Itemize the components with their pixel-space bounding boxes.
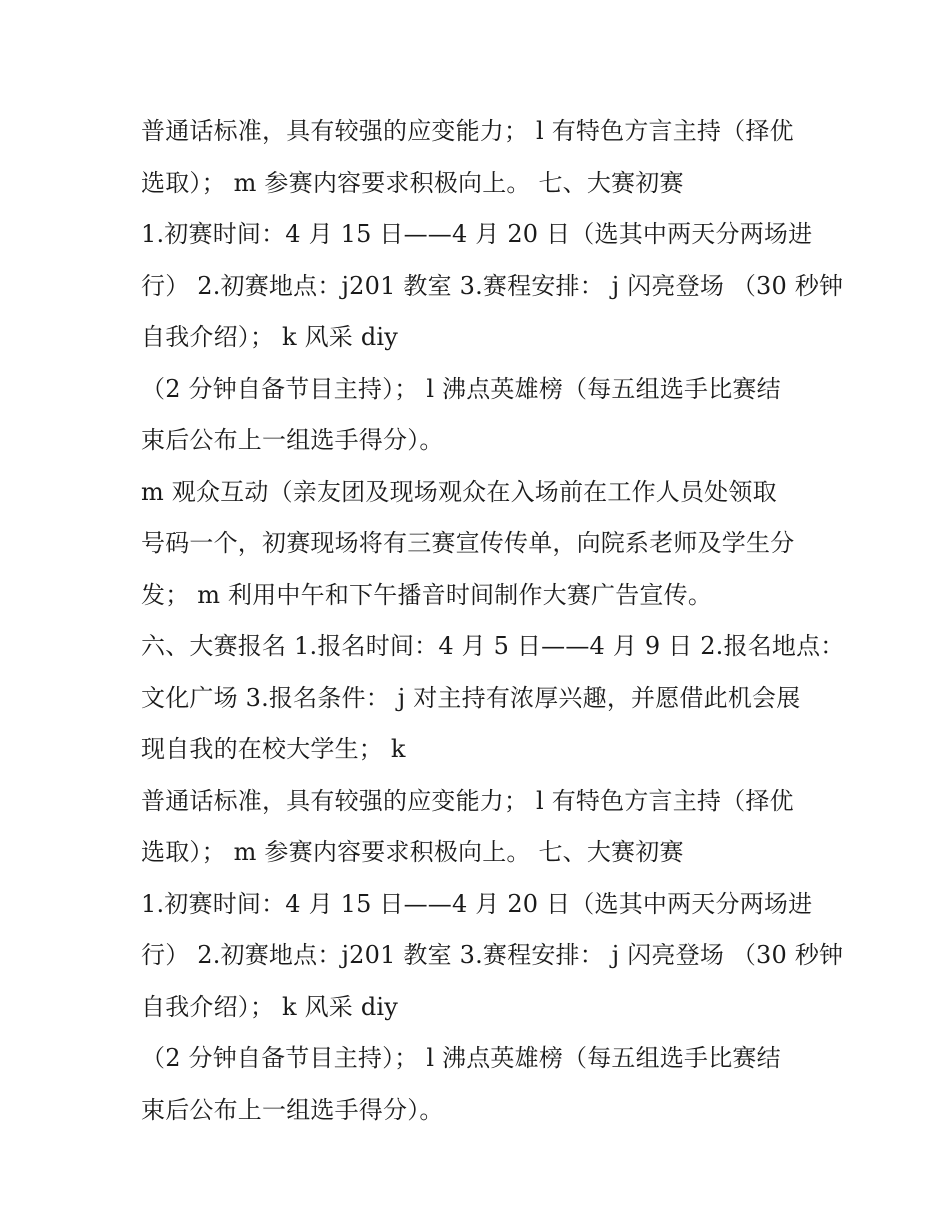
text-line: 行） 2.初赛地点：j201 教室 3.赛程安排： j 闪亮登场 （30 秒钟 bbox=[141, 271, 844, 300]
text-line: 发； m 利用中午和下午播音时间制作大赛广告宣传。 bbox=[141, 580, 713, 609]
text-line: 自我介绍）； k 风采 diy bbox=[141, 323, 399, 351]
text-line: 自我介绍）； k 风采 diy bbox=[141, 992, 399, 1021]
text-line: 1.初赛时间：4 月 15 日——4 月 20 日（选其中两天分两场进 bbox=[141, 889, 813, 918]
text-line: 选取）； m 参赛内容要求积极向上。 七、大赛初赛 bbox=[141, 838, 684, 866]
text-line: 文化广场 3.报名条件： j 对主持有浓厚兴趣，并愿借此机会展 bbox=[141, 683, 801, 712]
text-line: （2 分钟自备节目主持）； l 沸点英雄榜（每五组选手比赛结 bbox=[141, 1044, 781, 1072]
text-line: 普通话标准，具有较强的应变能力； l 有特色方言主持（择优 bbox=[141, 117, 794, 145]
text-line: 行） 2.初赛地点：j201 教室 3.赛程安排： j 闪亮登场 （30 秒钟 bbox=[141, 941, 844, 969]
text-line: m 观众互动（亲友团及现场观众在入场前在工作人员处领取 bbox=[141, 477, 777, 506]
text-line: 现自我的在校大学生； k bbox=[141, 735, 406, 763]
text-line: 1.初赛时间：4 月 15 日——4 月 20 日（选其中两天分两场进 bbox=[141, 220, 813, 248]
text-line: 号码一个，初赛现场将有三赛宣传传单，向院系老师及学生分 bbox=[141, 529, 795, 557]
document-body bbox=[141, 106, 845, 1136]
text-line: 束后公布上一组选手得分）。 bbox=[141, 426, 444, 454]
text-line: （2 分钟自备节目主持）； l 沸点英雄榜（每五组选手比赛结 bbox=[141, 374, 781, 403]
text-line: 选取）； m 参赛内容要求积极向上。 七、大赛初赛 bbox=[141, 168, 684, 197]
text-line: 普通话标准，具有较强的应变能力； l 有特色方言主持（择优 bbox=[141, 786, 794, 815]
text-line: 六、大赛报名 1.报名时间：4 月 5 日——4 月 9 日 2.报名地点： bbox=[141, 632, 845, 660]
text-line: 束后公布上一组选手得分）。 bbox=[141, 1095, 444, 1124]
